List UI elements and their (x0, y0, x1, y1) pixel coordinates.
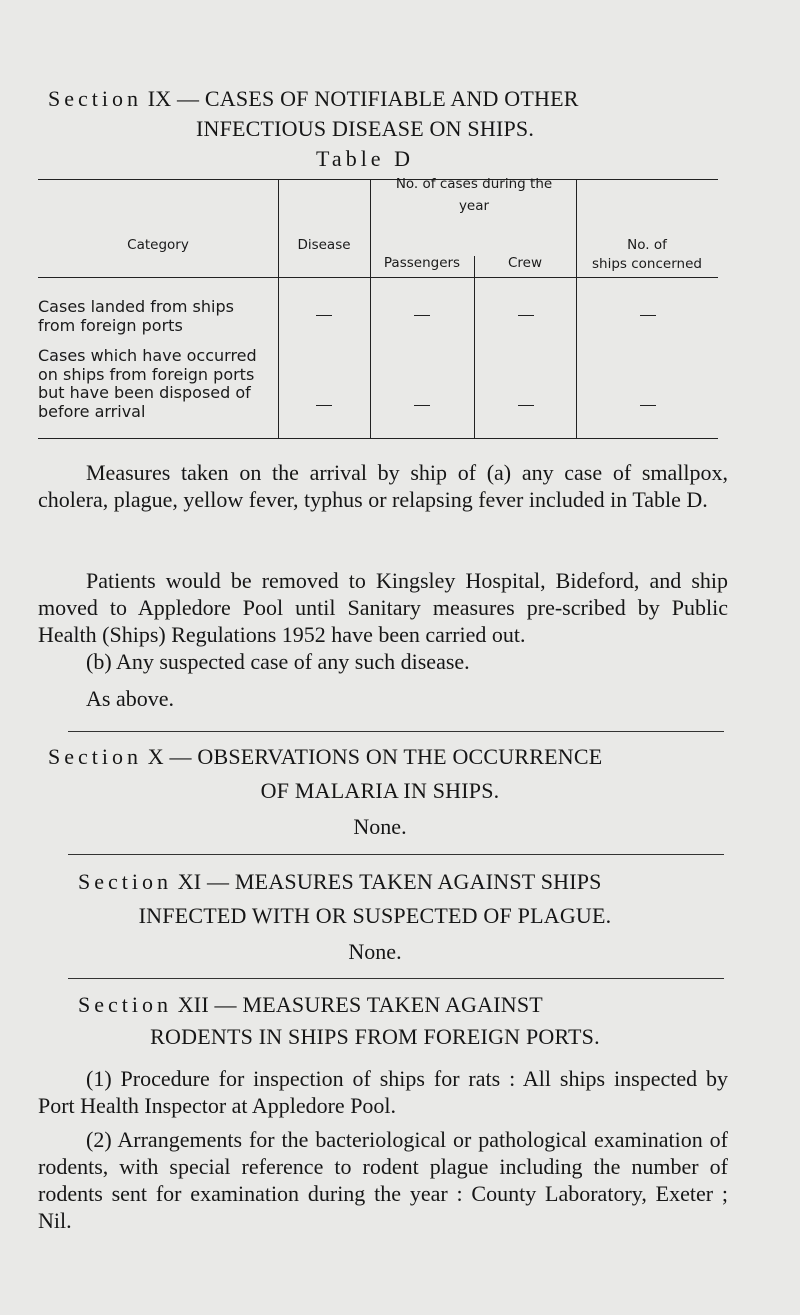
section-10-body: None. (353, 814, 407, 839)
divider-rule (68, 854, 724, 855)
row-1-crew-dash (518, 315, 534, 316)
patients-paragraph: Patients would be removed to Kingsley Hospital, Bideford, and ship moved to Appledore Pool until Sanitary measures pre-scribed by Public Health (Ships) Regulations 1952 have been carried out. (38, 568, 728, 647)
table-label: Table D (316, 146, 414, 171)
as-above-line: As above. (86, 686, 174, 711)
table-col-divider (278, 179, 279, 439)
table-header-rule (38, 277, 718, 278)
section-11-heading (40, 867, 760, 967)
procedure-item: (1) Procedure for inspection of ships for rats : All ships inspected by Port Health Inspector at Appledore Pool. (38, 1066, 728, 1118)
section-12-title-line1: XII — MEASURES TAKEN AGAINST (177, 992, 543, 1017)
header-category: Category (127, 237, 189, 253)
section-9-heading (40, 84, 760, 174)
section-word: Section (48, 744, 142, 769)
section-word: Section (48, 86, 142, 111)
suspected-case-line: (b) Any suspected case of any such disease. (86, 649, 470, 674)
row-1-passengers-dash (414, 315, 430, 316)
measures-paragraph: Measures taken on the arrival by ship of (a) any case of smallpox, cholera, plague, yellow fever, typhus or relapsing fever included in Table D. (38, 460, 728, 512)
header-cases-group: No. of cases during the year (395, 176, 553, 214)
table-col-divider (370, 179, 371, 439)
section-word: Section (78, 869, 172, 894)
arrangements-item: (2) Arrangements for the bacteriological or pathological examination of rodents, with special reference to rodent plague including the number of rodents sent for examination during the year : County Laboratory, Exeter ; Nil. (38, 1127, 728, 1233)
section-11-body: None. (348, 939, 402, 964)
row-2-crew-dash (518, 405, 534, 406)
row-1-ships-dash (640, 315, 656, 316)
section-12-heading (40, 990, 760, 1052)
section-10-title-line2: OF MALARIA IN SHIPS. (260, 778, 500, 803)
section-12-title-line2: RODENTS IN SHIPS FROM FOREIGN PORTS. (150, 1024, 600, 1049)
header-ships-line2: ships concerned (592, 256, 702, 272)
header-disease: Disease (297, 237, 351, 253)
header-ships-line1: No. of (627, 237, 667, 253)
row-2-category: Cases which have occurred on ships from foreign ports but have been disposed of before arrival (38, 346, 257, 421)
divider-rule (68, 731, 724, 732)
table-col-divider (474, 256, 475, 439)
table-d (38, 165, 718, 441)
section-11-title-line2: INFECTED WITH OR SUSPECTED OF PLAGUE. (138, 903, 612, 928)
header-crew: Crew (507, 255, 543, 271)
row-2-passengers-dash (414, 405, 430, 406)
section-11-title-line1: XI — MEASURES TAKEN AGAINST SHIPS (177, 869, 602, 894)
row-2-disease-dash (316, 405, 332, 406)
table-col-divider (576, 179, 577, 439)
section-word: Section (78, 992, 172, 1017)
table-top-rule (38, 179, 718, 180)
section-9-title-line2: INFECTIOUS DISEASE ON SHIPS. (195, 116, 535, 141)
row-1-disease-dash (316, 315, 332, 316)
divider-rule (68, 978, 724, 979)
header-passengers: Passengers (383, 255, 461, 271)
row-1-category: Cases landed from ships from foreign ports (38, 297, 234, 335)
section-10-heading (40, 742, 760, 842)
section-9-title-line1: IX — CASES OF NOTIFIABLE AND OTHER (147, 86, 579, 111)
section-10-title-line1: X — OBSERVATIONS ON THE OCCURRENCE (147, 744, 603, 769)
row-2-ships-dash (640, 405, 656, 406)
table-bottom-rule (38, 438, 718, 439)
